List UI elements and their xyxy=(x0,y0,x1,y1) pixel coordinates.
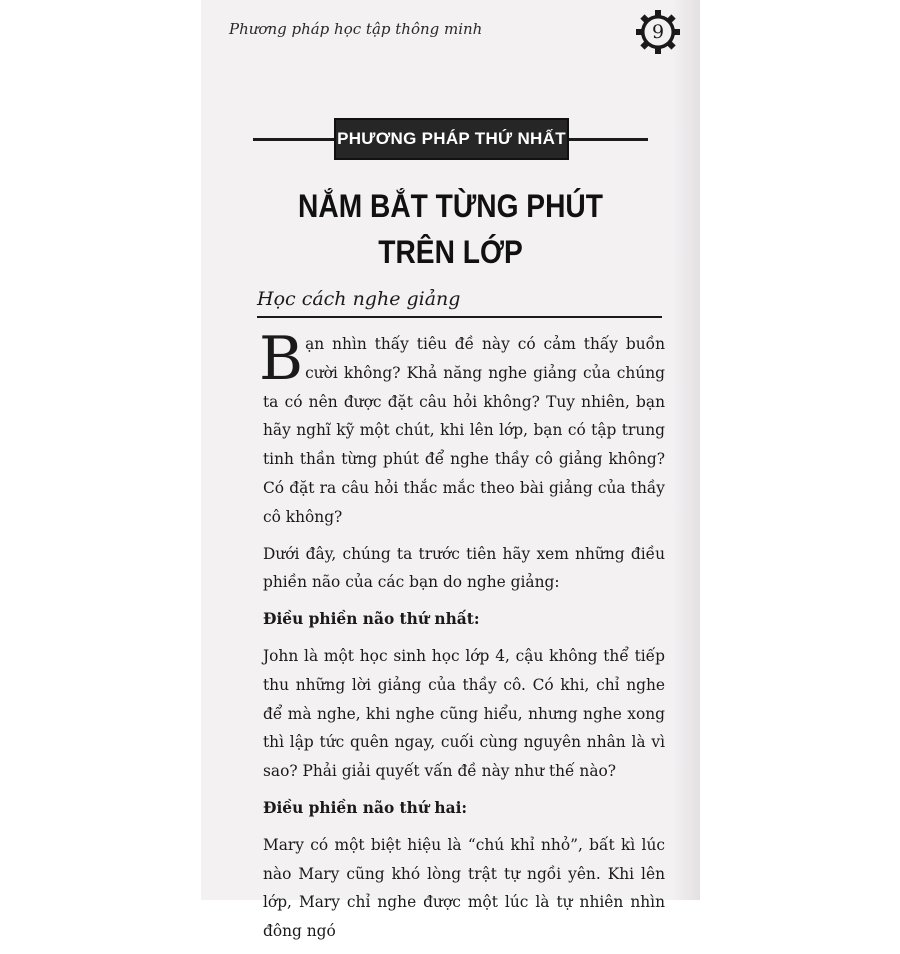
book-page xyxy=(201,0,700,941)
paragraph-1 xyxy=(259,324,665,532)
paragraph-4: Mary có một biệt hiệu là “chú khỉ nhỏ”, bất kì lúc nào Mary cũng khó lòng trật tự ngồi yên. Khi lên lớp, Mary chỉ nghe được một lúc là tự nhiên nhìn đông ngó xyxy=(263,835,665,941)
heading-first-worry: Điều phiền não thứ nhất: xyxy=(263,610,480,629)
chapter-title-line-2: TRÊN LỚP xyxy=(378,234,523,270)
heading-second-worry: Điều phiền não thứ hai: xyxy=(263,798,468,817)
page-number-badge xyxy=(635,9,681,55)
subsection-rule xyxy=(257,316,662,318)
page-number: 9 xyxy=(651,21,665,43)
right-rule xyxy=(566,138,648,141)
left-rule xyxy=(253,138,337,141)
drop-cap: B xyxy=(259,324,304,394)
running-header: Phương pháp học tập thông minh xyxy=(229,20,483,38)
paragraph-3: John là một học sinh học lớp 4, cậu không thể tiếp thu những lời giảng của thầy cô. Có khi, chỉ nghe để mà nghe, khi nghe cũng hiểu, nhưng nghe xong thì lập tức quên ngay, cuối cùng nguyên nhân là vì sao? Phải giải quyết vấn đề này như thế nào? xyxy=(263,646,665,781)
chapter-title-line-1: NẮM BẮT TỪNG PHÚT xyxy=(298,188,603,224)
subsection-title: Học cách nghe giảng xyxy=(257,288,461,310)
method-heading xyxy=(201,114,700,164)
body-text xyxy=(259,324,665,954)
method-banner: PHƯƠNG PHÁP THỨ NHẤT xyxy=(334,118,569,160)
paragraph-1-text: ạn nhìn thấy tiêu đề này có cảm thấy buồn cười không? Khả năng nghe giảng của chúng ta có nên được đặt câu hỏi không? Tuy nhiên, bạn hãy nghĩ kỹ một chút, khi lên lớp, bạn có tập trung tinh thần từng phút để nghe thầy cô giảng không? Có đặt ra câu hỏi thắc mắc theo bài giảng của thầy cô không? xyxy=(263,335,665,526)
paragraph-2: Dưới đây, chúng ta trước tiên hãy xem những điều phiền não của các bạn do nghe giảng: xyxy=(263,544,665,592)
